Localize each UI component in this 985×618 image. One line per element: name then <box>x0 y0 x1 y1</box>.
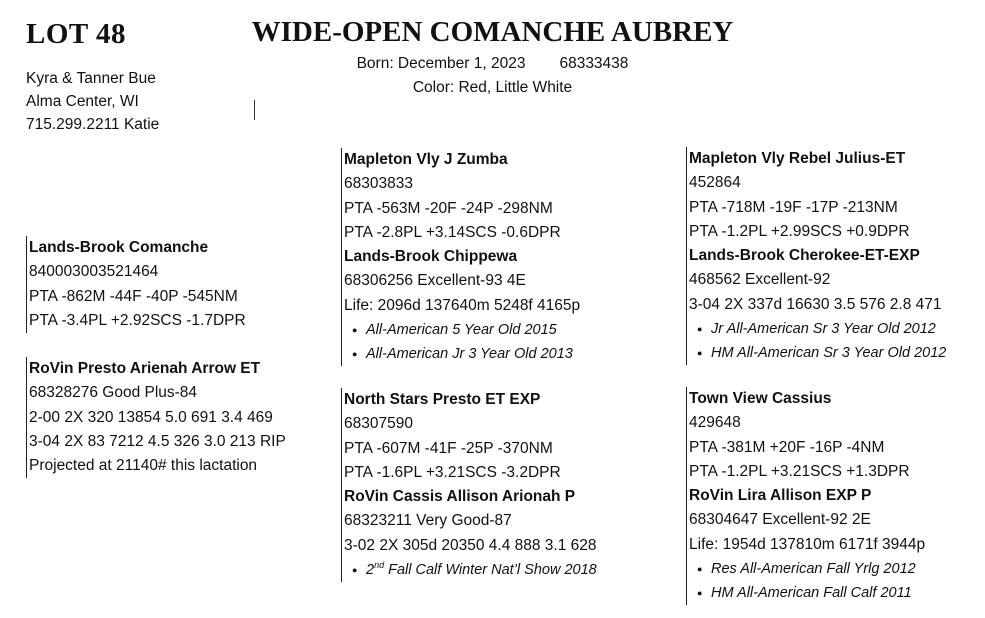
sire-dam-award-1: ● All-American 5 Year Old 2015 <box>344 318 580 342</box>
sire-sire-registration: 68303833 <box>344 175 413 193</box>
sire-sire-block <box>341 148 580 366</box>
dam-sire-sire-registration: 429648 <box>689 414 741 432</box>
dam-name: RoVin Presto Arienah Arrow ET <box>29 360 261 377</box>
sire-sire-dam-name: Lands-Brook Cherokee-ET-EXP <box>689 247 920 265</box>
owner-name: Kyra & Tanner Bue <box>26 70 156 87</box>
sire-sire-sire-pta-health: PTA -1.2PL +2.99SCS +0.9DPR <box>689 222 910 240</box>
dam-dam-record: 3-02 2X 305d 20350 4.4 888 3.1 628 <box>344 536 597 554</box>
sire-sire-dam-award-2: ● HM All-American Sr 3 Year Old 2012 <box>689 341 946 365</box>
sire-dam-name: Lands-Brook Chippewa <box>344 248 518 266</box>
sire-registration: 840003003521464 <box>29 263 159 281</box>
dam-sire-sire-pta-production: PTA -381M +20F -16P -4NM <box>689 438 885 456</box>
sire-sire-pta-production: PTA -563M -20F -24P -298NM <box>344 199 553 217</box>
award-ordinal: 2 <box>366 562 375 579</box>
sire-dam-lifetime: Life: 2096d 137640m 5248f 4165p <box>344 296 581 314</box>
sire-pta-health: PTA -3.4PL +2.92SCS -1.7DPR <box>29 311 246 329</box>
dam-record-2: 3-04 2X 83 7212 4.5 326 3.0 213 RIP <box>29 432 286 450</box>
award-ordinal-suffix: nd <box>374 560 385 571</box>
sire-sire-dam-award-1: ● Jr All-American Sr 3 Year Old 2012 <box>689 317 946 341</box>
color-info: Color: Red, Little White <box>412 79 573 96</box>
dam-block <box>26 357 286 478</box>
dam-dam-award <box>344 558 597 582</box>
dam-classification: 68328276 Good Plus-84 <box>29 384 198 402</box>
dam-sire-pta-production: PTA -607M -41F -25P -370NM <box>344 439 553 457</box>
sire-block <box>26 236 246 333</box>
sire-sire-sire-registration: 452864 <box>689 174 741 192</box>
dam-sire-dam-award-1: ● Res All-American Fall Yrlg 2012 <box>689 557 925 581</box>
dam-sire-sire-pta-health: PTA -1.2PL +3.21SCS +1.3DPR <box>689 462 910 480</box>
sire-pta-production: PTA -862M -44F -40P -545NM <box>29 287 238 305</box>
text-cursor <box>254 100 255 120</box>
dam-sire-pta-health: PTA -1.6PL +3.21SCS -3.2DPR <box>344 463 561 481</box>
dam-sire-name: North Stars Presto ET EXP <box>344 391 541 408</box>
lot-number: LOT 48 <box>26 18 126 50</box>
registration-number: 68333438 <box>559 55 629 72</box>
sire-sire-dam-record: 3-04 2X 337d 16630 3.5 576 2.8 471 <box>689 295 942 313</box>
sire-dam-award-2: ● All-American Jr 3 Year Old 2013 <box>344 342 580 366</box>
dam-sire-block <box>341 388 597 582</box>
sire-sire-sire-name: Mapleton Vly Rebel Julius-ET <box>689 150 906 167</box>
dam-sire-dam-name: RoVin Lira Allison EXP P <box>689 487 872 505</box>
birth-date: Born: December 1, 2023 <box>356 55 526 72</box>
owner-phone: 715.299.2211 Katie <box>26 116 160 133</box>
animal-title <box>0 16 985 49</box>
owner-location: Alma Center, WI <box>26 93 139 110</box>
dam-dam-name: RoVin Cassis Allison Arionah P <box>344 488 576 506</box>
dam-sire-sire-block <box>686 387 925 605</box>
sire-sire-sire-block <box>686 147 946 365</box>
dam-sire-sire-name: Town View Cassius <box>689 390 832 407</box>
sire-dam-classification: 68306256 Excellent-93 4E <box>344 272 526 290</box>
animal-title-text: WIDE-OPEN COMANCHE AUBREY <box>251 16 734 48</box>
sire-sire-dam-classification: 468562 Excellent-92 <box>689 271 831 289</box>
dam-sire-dam-classification: 68304647 Excellent-92 2E <box>689 511 871 529</box>
dam-record-1: 2-00 2X 320 13854 5.0 691 3.4 469 <box>29 408 273 426</box>
sire-sire-pta-health: PTA -2.8PL +3.14SCS -0.6DPR <box>344 223 561 241</box>
dam-projection: Projected at 21140# this lactation <box>29 457 258 475</box>
sire-sire-sire-pta-production: PTA -718M -19F -17P -213NM <box>689 198 898 216</box>
dam-sire-registration: 68307590 <box>344 415 413 433</box>
award-text: Fall Calf Winter Nat’l Show 2018 <box>384 562 597 579</box>
dam-dam-classification: 68323211 Very Good-87 <box>344 512 512 530</box>
dam-sire-dam-lifetime: Life: 1954d 137810m 6171f 3944p <box>689 535 926 553</box>
sire-sire-name: Mapleton Vly J Zumba <box>344 151 508 168</box>
sire-name: Lands-Brook Comanche <box>29 239 209 256</box>
dam-sire-dam-award-2: ● HM All-American Fall Calf 2011 <box>689 581 925 605</box>
